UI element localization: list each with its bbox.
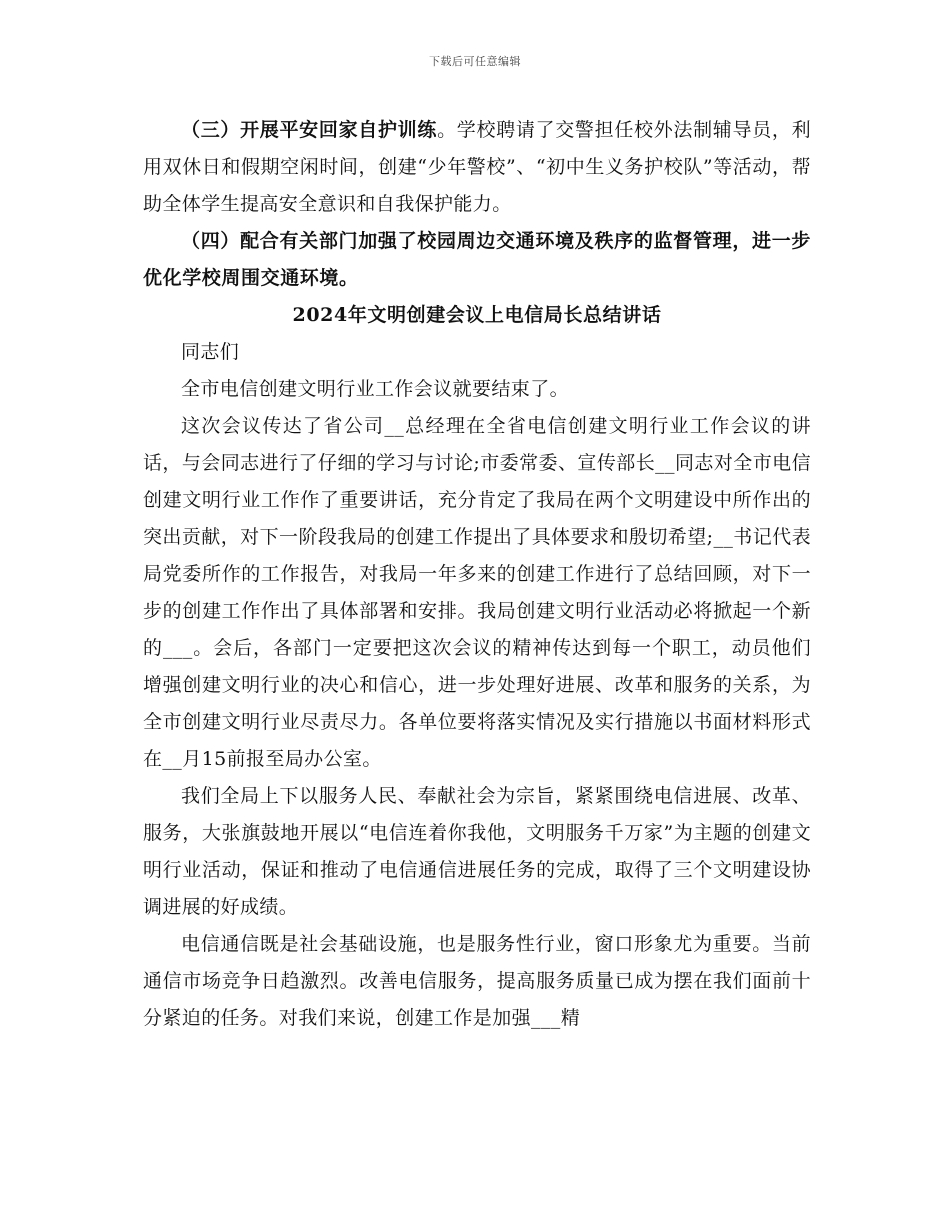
speech-paragraph: 我们全局上下以服务人民、奉献社会为宗旨，紧紧围绕电信进展、改革、服务，大张旗鼓地开展以“电信连着你我他，文明服务千万家”为主题的创建文明行业活动，保证和推动了电信通信进展任务的完成，取得了三个文明建设协调进展的好成绩。 [143,785,811,918]
speech-greeting: 同志们 [181,341,240,363]
speech-paragraph: 电信通信既是社会基础设施，也是服务性行业，窗口形象尤为重要。当前通信市场竞争日趋激烈。改善电信服务，提高服务质量已成为摆在我们面前十分紧迫的任务。对我们来说，创建工作是加强___精 [143,933,811,1029]
section-3-text: 。学校聘请了交警担任校外法制辅导员，利用双休日和假期空闲时间，创建“少年警校”、“初中生义务护校队”等活动，帮助全体学生提高安全意识和自我保护能力。 [143,119,811,215]
speech-title: 2024年文明创建会议上电信局长总结讲话 [292,304,662,326]
page-header: 下载后可任意编辑 [429,55,521,68]
document-body [143,112,811,1037]
section-4-paragraph: （四）配合有关部门加强了校园周边交通环境及秩序的监督管理，进一步优化学校周围交通环境。 [143,230,811,289]
section-3-heading: （三）开展平安回家自护训练 [181,119,438,141]
section-3-paragraph [143,112,811,223]
speech-paragraph: 全市电信创建文明行业工作会议就要结束了。 [181,378,570,400]
speech-paragraph: 这次会议传达了省公司__总经理在全省电信创建文明行业工作会议的讲话，与会同志进行了仔细的学习与讨论;市委常委、宣传部长__同志对全市电信创建文明行业工作作了重要讲话，充分肯定了我局在两个文明建设中所作出的突出贡献，对下一阶段我局的创建工作提出了具体要求和殷切希望;__书记代表局党委所作的工作报告，对我局一年多来的创建工作进行了总结回顾，对下一步的创建工作作出了具体部署和安排。我局创建文明行业活动必将掀起一个新的___。会后，各部门一定要把这次会议的精神传达到每一个职工，动员他们增强创建文明行业的决心和信心，进一步处理好进展、改革和服务的关系，为全市创建文明行业尽责尽力。各单位要将落实情况及实行措施以书面材料形式在__月15前报至局办公室。 [143,415,811,770]
